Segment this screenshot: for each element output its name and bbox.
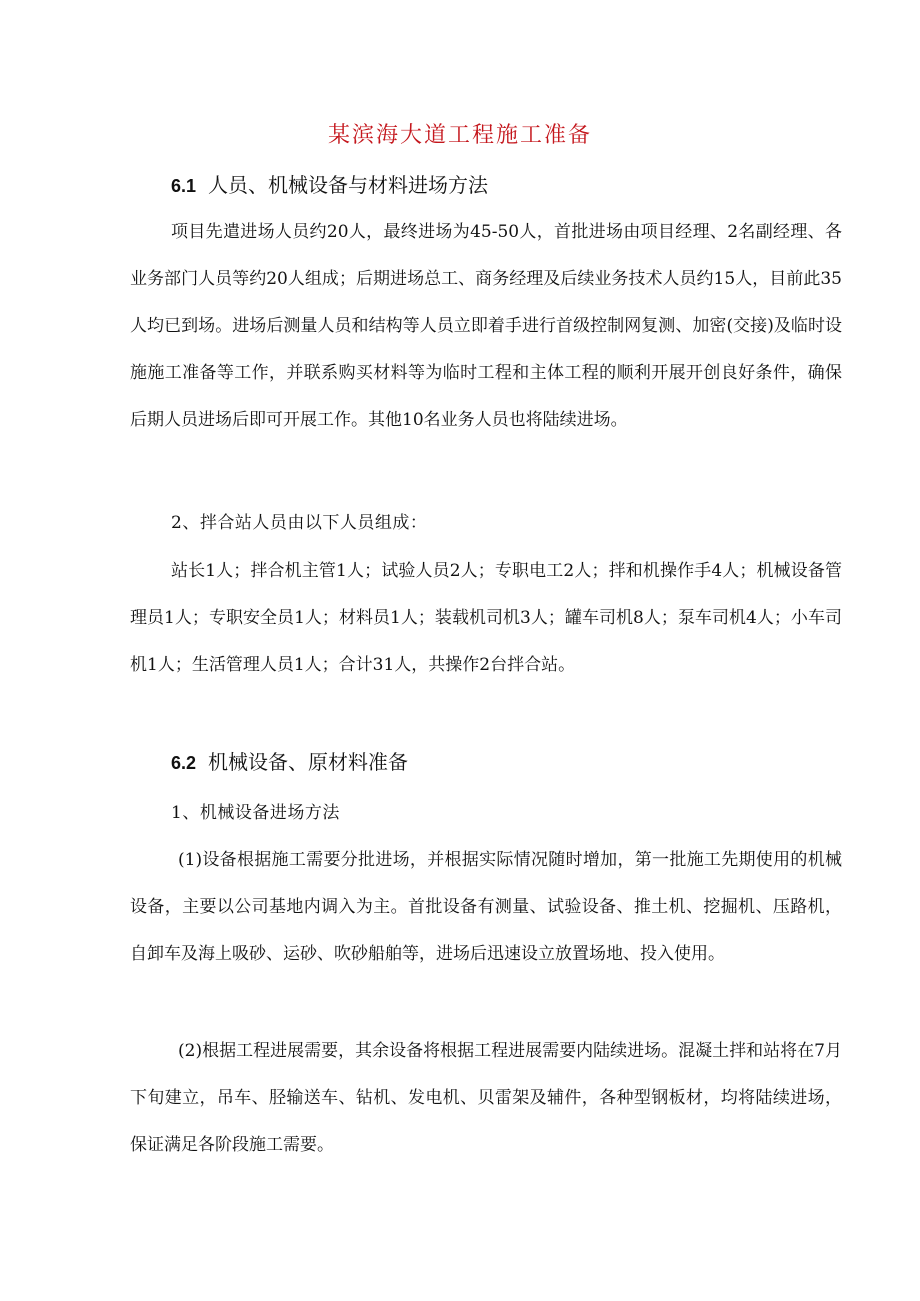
section-6-1-heading [171, 171, 488, 200]
section-6-1-paragraph-2: 站长1人；拌合机主管1人；试验人员2人；专职电工2人；拌和机操作手4人；机械设备管理员1人；专职安全员1人；材料员1人；装载机司机3人；罐车司机8人；泵车司机4人；小车司机1人；生活管理人员1人；合计31人，共操作2台拌合站。 [130, 561, 842, 675]
section-6-1-subheading-2: 2、拌合站人员由以下人员组成： [171, 513, 428, 533]
section-6-2-heading [171, 748, 408, 777]
section-6-2-paragraph-1: (1)设备根据施工需要分批进场，并根据实际情况随时增加，第一批施工先期使用的机械设备，主要以公司基地内调入为主。首批设备有测量、试验设备、推土机、挖掘机、压路机，自卸车及海上吸砂、运砂、吹砂船舶等，进场后迅速设立放置场地、投入使用。 [130, 850, 842, 964]
section-6-2-paragraph-2: (2)根据工程进展需要，其余设备将根据工程进展需要内陆续进场。混凝土拌和站将在7月下旬建立，吊车、胫输送车、钻机、发电机、贝雷架及辅件，各种型钢板材，均将陆续进场，保证满足各阶段施工需要。 [130, 1041, 842, 1155]
document-title: 某滨海大道工程施工准备 [327, 123, 592, 148]
section-6-1-number: 6.1 [171, 176, 197, 196]
section-6-1-title: 人员、机械设备与材料进场方法 [208, 173, 489, 197]
section-6-1-paragraph-1: 项目先遣进场人员约20人，最终进场为45-50人，首批进场由项目经理、2名副经理、各业务部门人员等约20人组成；后期进场总工、商务经理及后续业务技术人员约15人，目前此35人均已到场。进场后测量人员和结构等人员立即着手进行首级控制网复测、加密(交接)及临时设施施工准备等工作，并联系购买材料等为临时工程和主体工程的顺利开展开创良好条件，确保后期人员进场后即可开展工作。其他10名业务人员也将陆续进场。 [130, 222, 842, 430]
section-6-2-number: 6.2 [171, 753, 197, 773]
section-6-2-subheading-1: 1、机械设备进场方法 [171, 803, 340, 823]
section-6-2-title: 机械设备、原材料准备 [208, 750, 409, 774]
